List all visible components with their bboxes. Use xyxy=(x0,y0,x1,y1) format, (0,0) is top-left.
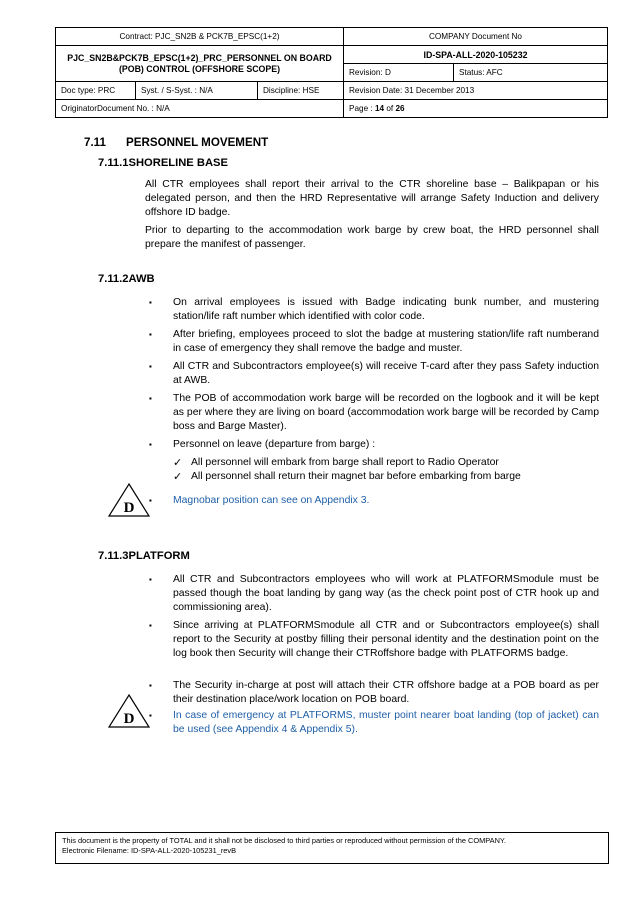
revision-letter: D xyxy=(123,500,135,516)
discipline-cell: Discipline: HSE xyxy=(258,82,344,100)
shoreline-paragraph: Prior to departing to the accommodation work barge by crew boat, the HRD personnel shall prepare the manifest of passenger. xyxy=(145,225,599,251)
list-item xyxy=(145,392,599,435)
document-id: ID-SPA-ALL-2020-105232 xyxy=(344,46,608,64)
checkmark-icon: ✓ xyxy=(173,457,183,469)
syst-cell: Syst. / S-Syst. : N/A xyxy=(136,82,258,100)
document-header xyxy=(55,27,608,118)
list-item-revised xyxy=(145,709,599,737)
subsection-number: 7.11.2 xyxy=(98,273,129,285)
list-item-text: In case of emergency at PLATFORMS, muster point nearer boat landing (top of jacket) can be used (see Appendix 4 & Appendix 5). xyxy=(173,710,599,736)
bullet-icon: ▪ xyxy=(149,621,152,630)
footer-filename: Electronic Filename: ID-SPA-ALL-2020-105231_revB xyxy=(62,846,237,855)
page-number-cell xyxy=(344,100,608,118)
company-doc-label: COMPANY Document No xyxy=(344,28,608,46)
list-item-revised xyxy=(145,494,599,508)
subsection-heading-shoreline xyxy=(98,157,228,169)
revision-triangle-icon xyxy=(108,694,150,728)
bullet-icon: ▪ xyxy=(149,330,152,339)
checkmark-icon: ✓ xyxy=(173,471,183,483)
list-item-text: All CTR and Subcontractors employee(s) will receive T-card after they pass Safety induction at AWB. xyxy=(173,361,599,387)
page-prefix: Page : xyxy=(349,103,375,113)
bullet-icon: ▪ xyxy=(149,575,152,584)
list-item-text: After briefing, employees proceed to slot the badge at mustering station/life raft numberand in case of emergency they shall remove the badge and muster. xyxy=(173,329,599,355)
document-title: PJC_SN2B&PCK7B_EPSC(1+2)_PRC_PERSONNEL ON BOARD (POB) CONTROL (OFFSHORE SCOPE) xyxy=(56,46,344,82)
check-item-text: All personnel will embark from barge shall report to Radio Operator xyxy=(191,457,499,468)
subsection-title: SHORELINE BASE xyxy=(128,157,228,169)
list-item-text: The Security in-charge at post will attach their CTR offshore badge at a POB board as per their destination place/work location on POB board. xyxy=(173,680,599,706)
check-item-text: All personnel shall return their magnet bar before embarking from barge xyxy=(191,471,521,482)
bullet-icon: ▪ xyxy=(149,440,152,449)
list-item-text: On arrival employees is issued with Badge indicating bunk number, and mustering station/life raft number which identified with color code. xyxy=(173,297,599,323)
revision-letter: D xyxy=(123,711,135,727)
section-title: PERSONNEL MOVEMENT xyxy=(126,136,269,149)
page-of: of xyxy=(384,103,396,113)
list-item xyxy=(145,296,599,324)
list-item xyxy=(145,328,599,356)
list-item-text: Since arriving at PLATFORMSmodule all CTR and or Subcontractors employee(s) shall report to the Security at postby filling their personal identity and the destination point on the log book then Security will change their CTRoffshore badge with PLATFORMS badge. xyxy=(173,620,599,660)
bullet-icon: ▪ xyxy=(149,681,152,690)
page-total: 26 xyxy=(395,103,405,113)
list-item xyxy=(145,619,599,662)
check-item xyxy=(173,456,599,470)
list-item-text: Personnel on leave (departure from barge) : xyxy=(173,439,376,450)
list-item-text: All CTR and Subcontractors employees who will work at PLATFORMSmodule must be passed though the boat landing by gang way (as the check point post of CTR hook up and commissioning area). xyxy=(173,574,599,614)
shoreline-paragraph: All CTR employees shall report their arrival to the CTR shoreline base – Balikpapan or his delegated person, and then the HRD Representative will arrange Safety Induction and delivery offshore ID badge. xyxy=(145,179,599,219)
list-item-text: The POB of accommodation work barge will be recorded on the logbook and it will be kept as per where they are living on board (accommodation work barge will be recorded by Camp boss and Barge Master). xyxy=(173,393,599,433)
section-heading xyxy=(84,136,268,149)
bullet-icon: ▪ xyxy=(149,496,152,505)
list-item-text: Magnobar position can see on Appendix 3. xyxy=(173,495,370,506)
subsection-heading-platform xyxy=(98,550,190,562)
check-item xyxy=(173,470,599,484)
section-number: 7.11 xyxy=(84,136,106,149)
document-footer xyxy=(55,832,609,864)
status-cell: Status: AFC xyxy=(454,64,608,82)
list-item xyxy=(145,573,599,616)
list-item xyxy=(145,360,599,388)
footer-disclaimer: This document is the property of TOTAL and it shall not be disclosed to third parties or reproduced without permission of the COMPANY. xyxy=(62,836,506,845)
originator-doc-cell: OriginatorDocument No. : N/A xyxy=(56,100,344,118)
list-item xyxy=(145,438,599,452)
revision-date-cell: Revision Date: 31 December 2013 xyxy=(344,82,608,100)
bullet-icon: ▪ xyxy=(149,298,152,307)
page-current: 14 xyxy=(374,103,385,113)
subsection-number: 7.11.1 xyxy=(98,157,129,169)
revision-cell: Revision: D xyxy=(344,64,454,82)
list-item xyxy=(145,679,599,707)
subsection-title: PLATFORM xyxy=(128,550,190,562)
doc-type-cell: Doc type: PRC xyxy=(56,82,136,100)
subsection-heading-awb xyxy=(98,273,155,285)
subsection-title: AWB xyxy=(128,273,155,285)
subsection-number: 7.11.3 xyxy=(98,550,129,562)
bullet-icon: ▪ xyxy=(149,362,152,371)
bullet-icon: ▪ xyxy=(149,394,152,403)
bullet-icon: ▪ xyxy=(149,711,152,720)
contract-cell: Contract: PJC_SN2B & PCK7B_EPSC(1+2) xyxy=(56,28,344,46)
revision-triangle-icon xyxy=(108,483,150,517)
